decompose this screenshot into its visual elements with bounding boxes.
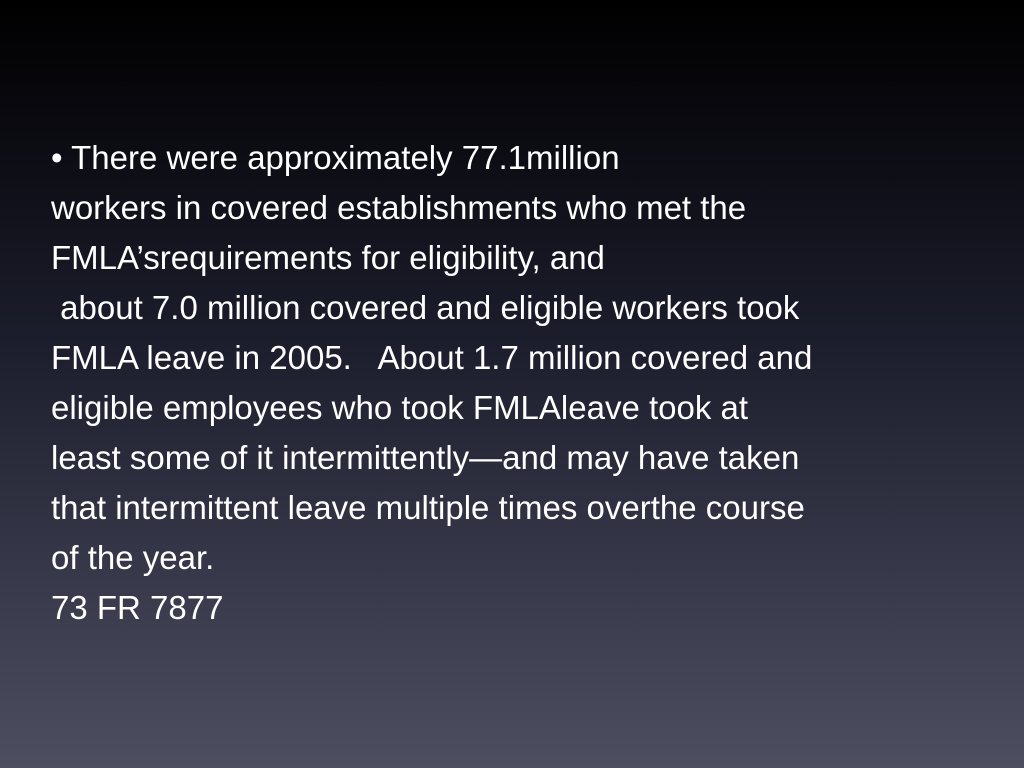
- bullet-line-8: that intermittent leave multiple times overthe course: [51, 489, 805, 526]
- bullet-line-7: least some of it intermittently—and may have taken: [51, 439, 800, 476]
- bullet-line-5: FMLA leave in 2005. About 1.7 million covered and: [51, 339, 813, 376]
- bullet-line-9: of the year.: [51, 539, 215, 576]
- bullet-line-2: workers in covered establishments who met the: [51, 189, 747, 226]
- bullet-line-3: FMLA’srequirements for eligibility, and: [51, 239, 605, 276]
- bullet-line-4: about 7.0 million covered and eligible workers took: [51, 289, 800, 326]
- slide-body-text: [51, 133, 1021, 633]
- bullet-line-1: • There were approximately 77.1million: [51, 139, 620, 176]
- bullet-line-6: eligible employees who took FMLAleave took at: [51, 389, 749, 426]
- citation: 73 FR 7877: [51, 589, 224, 626]
